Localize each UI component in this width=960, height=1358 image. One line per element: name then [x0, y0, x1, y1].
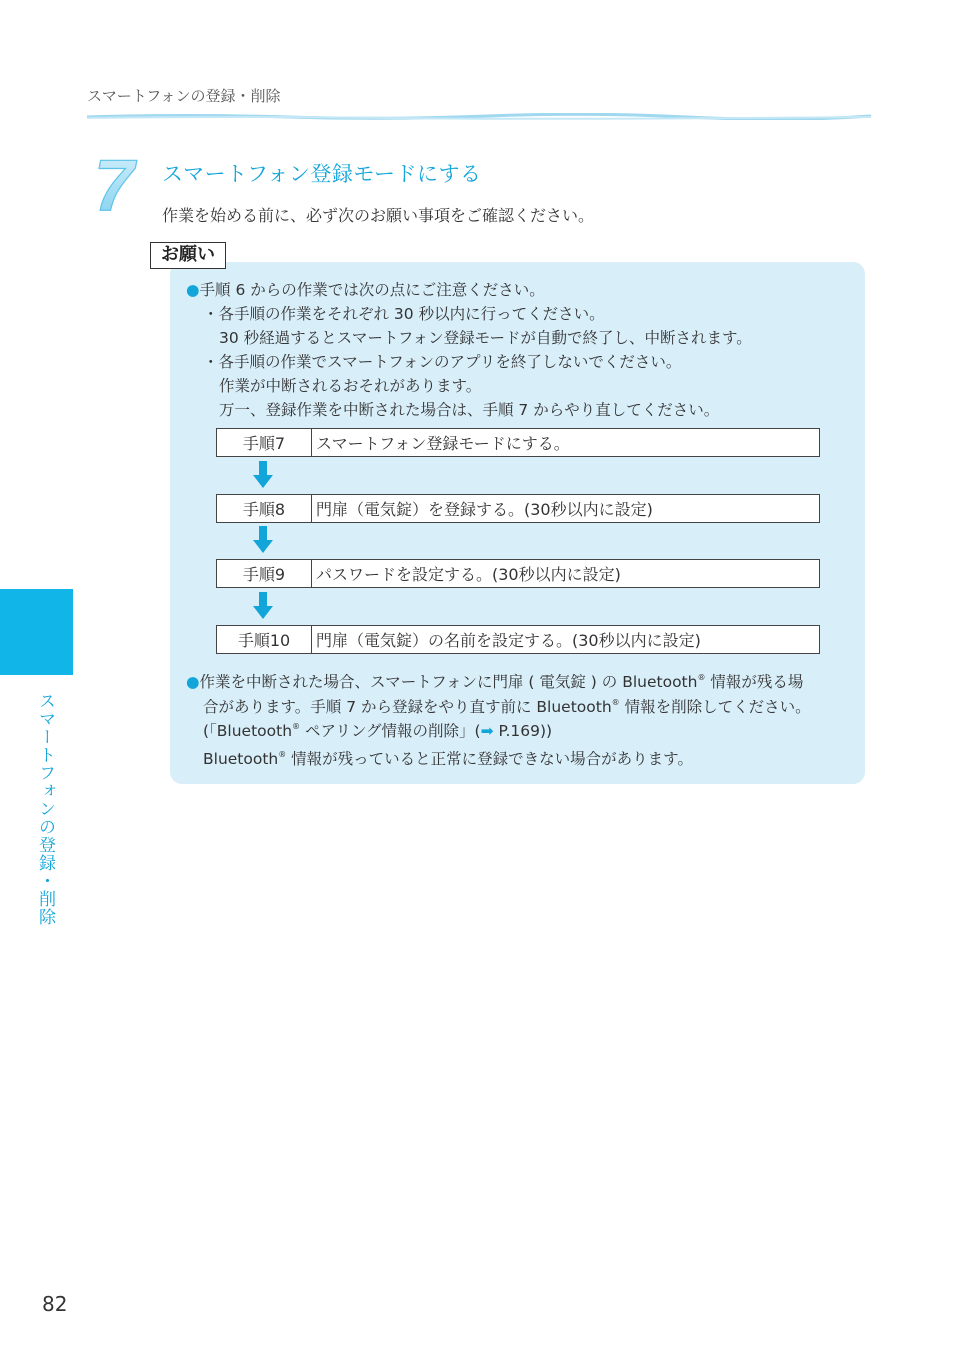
caution-bullet-2-line-1: ●作業を中断された場合、スマートフォンに門扉 ( 電気錠 ) の Bluetooth® 情報が残る場 — [186, 673, 804, 691]
flow-step-label: 手順9 — [217, 560, 312, 587]
down-arrow-icon — [253, 461, 273, 489]
registered-mark: ® — [697, 673, 706, 682]
chapter-tab-label: スマートフォンの登録・削除 — [35, 692, 55, 926]
flow-row-step8 — [216, 494, 820, 523]
caution-line-3: 30 秒経過するとスマートフォン登録モードが自動で終了し、中断されます。 — [219, 329, 752, 347]
caution-line-1: ●手順 6 からの作業では次の点にご注意ください。 — [186, 281, 545, 299]
flow-step-text: スマートフォン登録モードにする。 — [316, 434, 570, 453]
page-number: 82 — [42, 1292, 68, 1316]
step-number-graphic — [94, 150, 138, 220]
caution-line-5: 作業が中断されるおそれがあります。 — [219, 377, 482, 395]
registered-mark: ® — [292, 722, 301, 731]
caution-tag: お願い — [150, 242, 226, 269]
down-arrow-icon — [253, 526, 273, 554]
flow-row-step10 — [216, 625, 820, 654]
caution-bullet-2-line-2: 合があります。手順 7 から登録をやり直す前に Bluetooth® 情報を削除してください。 — [203, 698, 811, 716]
flow-step-text: パスワードを設定する。(30秒以内に設定) — [316, 565, 621, 584]
down-arrow-icon — [253, 592, 273, 620]
caution-bullet-2-line-4: Bluetooth® 情報が残っていると正常に登録できない場合があります。 — [203, 750, 693, 768]
section-header-label: スマートフォンの登録・削除 — [87, 87, 281, 105]
registered-mark: ® — [611, 698, 620, 707]
registered-mark: ® — [278, 750, 287, 759]
caution-bullet-2-line-3: (「Bluetooth® ペアリング情報の削除」(➡ P.169)) — [203, 722, 553, 740]
flow-step-text: 門扉（電気錠）を登録する。(30秒以内に設定) — [316, 500, 653, 519]
bullet-icon: ● — [186, 673, 200, 691]
step-title: スマートフォン登録モードにする — [162, 162, 482, 186]
flow-step-label: 手順7 — [217, 429, 312, 456]
flow-row-step7 — [216, 428, 820, 457]
step-intro: 作業を始める前に、必ず次のお願い事項をご確認ください。 — [162, 206, 595, 225]
page-ref-link[interactable]: P.169)) — [493, 722, 553, 740]
flow-step-label: 手順10 — [217, 626, 312, 653]
header-divider — [87, 113, 871, 120]
caution-line-4: ・各手順の作業でスマートフォンのアプリを終了しないでください。 — [203, 353, 682, 371]
flow-step-label: 手順8 — [217, 495, 312, 522]
bullet-icon: ● — [186, 281, 200, 299]
step-number: 7 — [94, 150, 135, 220]
caution-line-2: ・各手順の作業をそれぞれ 30 秒以内に行ってください。 — [203, 305, 605, 323]
caution-line-6: 万一、登録作業を中断された場合は、手順 7 からやり直してください。 — [219, 401, 720, 419]
page-ref-arrow-icon: ➡ — [480, 722, 494, 740]
flow-step-text: 門扉（電気錠）の名前を設定する。(30秒以内に設定) — [316, 631, 701, 650]
chapter-tab — [0, 589, 73, 675]
flow-row-step9 — [216, 559, 820, 588]
